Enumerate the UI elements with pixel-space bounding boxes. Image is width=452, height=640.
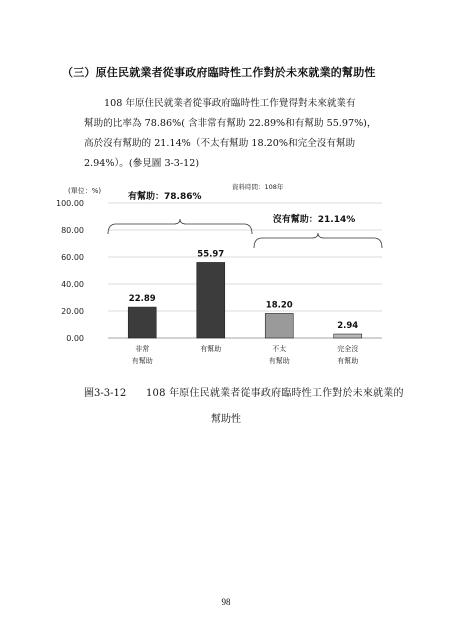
bar bbox=[197, 262, 225, 338]
bar bbox=[265, 313, 293, 338]
x-category-label: 非常 bbox=[135, 345, 150, 353]
chart-y-axis bbox=[56, 199, 84, 343]
bar-value-label: 22.89 bbox=[128, 294, 156, 305]
y-tick-label: 0.00 bbox=[66, 334, 84, 343]
bar bbox=[128, 307, 156, 338]
y-tick-label: 20.00 bbox=[61, 307, 84, 316]
bar-value-label: 2.94 bbox=[337, 321, 359, 332]
chart-bars bbox=[128, 262, 362, 338]
x-category-label: 不太 bbox=[272, 345, 287, 353]
paragraph-line: 幫助的比率為 78.86%( 含非常有幫助 22.89%和有幫助 55.97%)， bbox=[84, 118, 377, 129]
y-tick-label: 80.00 bbox=[61, 226, 84, 235]
figure-number: 圖3-3-12 bbox=[84, 388, 127, 399]
figure-caption-continued: 幫助性 bbox=[211, 414, 241, 425]
chart-x-axis bbox=[132, 344, 359, 365]
y-tick-label: 60.00 bbox=[61, 253, 84, 262]
bar-value-label: 18.20 bbox=[265, 300, 293, 311]
figure-caption: 108 年原住民就業者從事政府臨時性工作對於未來就業的 bbox=[146, 388, 404, 399]
paragraph-line: 2.94%）。(參見圖 3-3-12) bbox=[84, 158, 200, 169]
group-annotation-label: 有幫助：78.86% bbox=[128, 192, 202, 202]
x-category-label: 有幫助 bbox=[337, 357, 359, 365]
y-tick-label: 40.00 bbox=[61, 280, 84, 289]
x-category-label: 有幫助 bbox=[131, 357, 153, 365]
group-bracket bbox=[108, 219, 252, 234]
group-annotation-label: 沒有幫助：21.14% bbox=[272, 215, 356, 225]
paragraph-line: 高於沒有幫助的 21.14%（不太有幫助 18.20%和完全沒有幫助 bbox=[84, 138, 356, 149]
page-number: 98 bbox=[221, 597, 231, 607]
y-tick-label: 100.00 bbox=[56, 199, 84, 208]
bar-value-label: 55.97 bbox=[197, 249, 225, 260]
x-category-label: 完全沒 bbox=[337, 345, 359, 353]
paragraph-line: 108 年原住民就業者從事政府臨時性工作覺得對未來就業有 bbox=[104, 98, 356, 109]
chart-group-brackets bbox=[108, 190, 382, 248]
unit-label: (單位：%) bbox=[68, 187, 102, 195]
group-bracket bbox=[254, 233, 382, 248]
x-category-label: 有幫助 bbox=[200, 345, 222, 353]
bar bbox=[334, 334, 362, 338]
x-category-label: 有幫助 bbox=[268, 357, 290, 365]
chart-value-labels bbox=[129, 249, 359, 331]
source-note: 資料時間：108年 bbox=[232, 183, 284, 191]
section-heading: （三）原住民就業者從事政府臨時性工作對於未來就業的幫助性 bbox=[62, 66, 376, 79]
